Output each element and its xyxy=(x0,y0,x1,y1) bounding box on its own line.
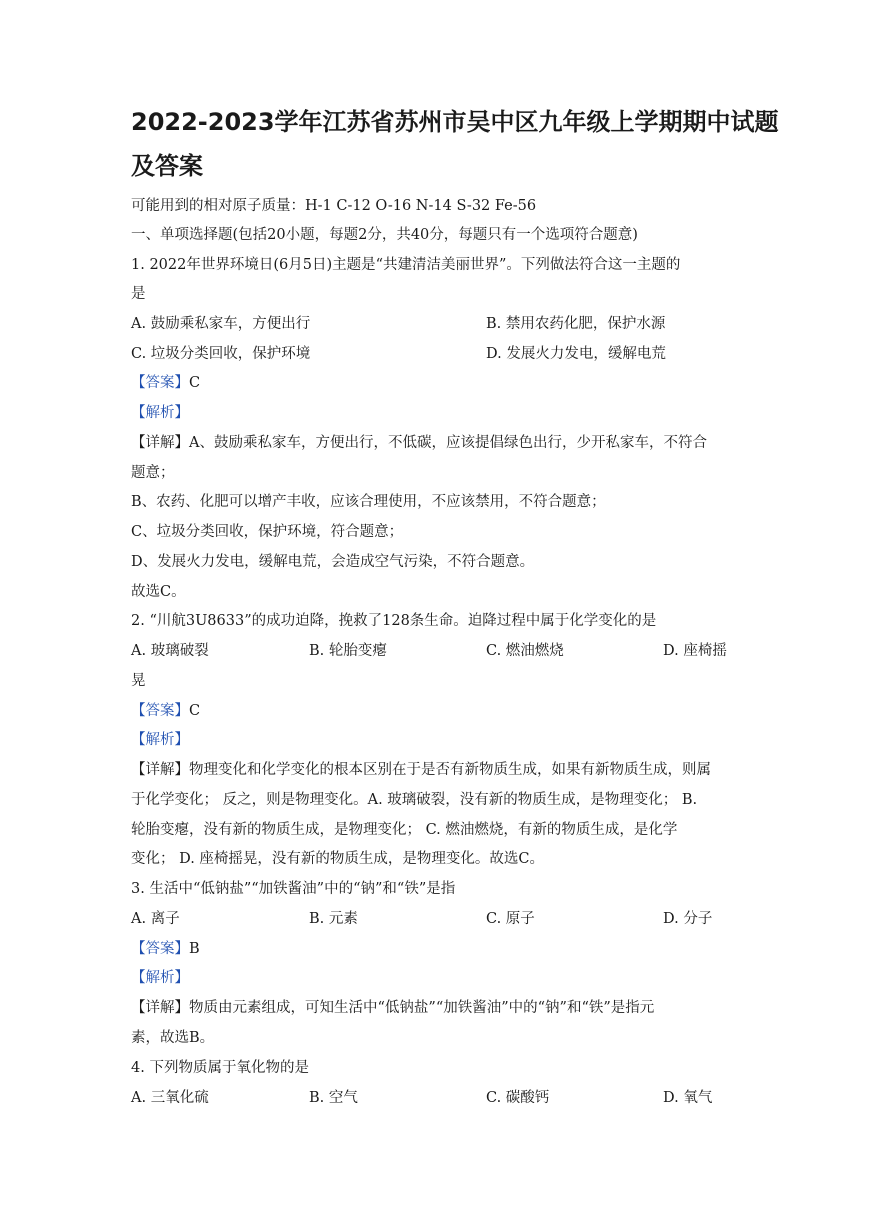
q3-detail-text: 物质由元素组成，可知生活中“低钠盐”“加铁酱油”中的“钠”和“铁”是指元 xyxy=(189,1000,655,1016)
answer-tag: 【答案】 xyxy=(131,703,189,719)
analysis-tag: 【解析】 xyxy=(131,405,189,421)
page-title-continued: 及答案 xyxy=(131,152,203,180)
q3-option-b: B. 元素 xyxy=(309,911,358,927)
q1-detail-line: 故选C。 xyxy=(131,584,186,600)
detail-tag: 【详解】 xyxy=(131,762,189,778)
q1-option-b: B. 禁用农药化肥，保护水源 xyxy=(486,316,666,332)
q2-detail-line: 于化学变化； 反之，则是物理变化。A. 玻璃破裂，没有新的物质生成，是物理变化； B. xyxy=(131,792,698,808)
q2-answer-value: C xyxy=(189,703,201,719)
q1-detail-line: B、农药、化肥可以增产丰收，应该合理使用，不应该禁用，不符合题意； xyxy=(131,494,606,510)
q4-option-c: C. 碳酸钙 xyxy=(486,1090,550,1106)
q1-analysis xyxy=(131,403,771,423)
q2-detail-line: 变化； D. 座椅摇晃，没有新的物质生成，是物理变化。故选C。 xyxy=(131,851,545,867)
page-title: 2022-2023学年江苏省苏州市吴中区九年级上学期期中试题 xyxy=(131,108,779,136)
q2-detail-text: 物理变化和化学变化的根本区别在于是否有新物质生成，如果有新物质生成，则属 xyxy=(189,762,711,778)
q1-detail-line: D、发展火力发电，缓解电荒，会造成空气污染，不符合题意。 xyxy=(131,554,535,570)
atomic-masses: 可能用到的相对原子质量：H-1 C-12 O-16 N-14 S-32 Fe-56 xyxy=(131,198,537,214)
q2-detail-line: 轮胎变瘪，没有新的物质生成，是物理变化； C. 燃油燃烧，有新的物质生成，是化学 xyxy=(131,822,678,838)
q1-option-c: C. 垃圾分类回收，保护环境 xyxy=(131,346,311,362)
q3-option-c: C. 原子 xyxy=(486,911,535,927)
section-heading: 一、单项选择题(包括20小题，每题2分，共40分，每题只有一个选项符合题意) xyxy=(131,227,638,243)
q1-detail-text: A、鼓励乘私家车，方便出行，不低碳，应该提倡绿色出行，少开私家车，不符合 xyxy=(189,435,707,451)
q3-detail-line: 素，故选B。 xyxy=(131,1030,215,1046)
q4-stem: 4. 下列物质属于氧化物的是 xyxy=(131,1060,309,1076)
q1-detail-line: 题意； xyxy=(131,465,175,481)
q2-option-b: B. 轮胎变瘪 xyxy=(309,643,387,659)
analysis-tag: 【解析】 xyxy=(131,970,189,986)
q1-answer xyxy=(131,373,771,393)
q4-option-d: D. 氧气 xyxy=(663,1090,713,1106)
q1-stem: 1. 2022年世界环境日(6月5日)主题是“共建清洁美丽世界”。下列做法符合这一主题的 xyxy=(131,257,681,273)
q4-option-a: A. 三氧化硫 xyxy=(131,1090,209,1106)
q2-option-a: A. 玻璃破裂 xyxy=(131,643,209,659)
q3-detail-line xyxy=(131,998,771,1018)
q1-option-a: A. 鼓励乘私家车，方便出行 xyxy=(131,316,311,332)
q3-answer-value: B xyxy=(189,941,200,957)
q3-analysis xyxy=(131,968,771,988)
answer-tag: 【答案】 xyxy=(131,941,189,957)
q2-detail-line xyxy=(131,760,771,780)
q3-option-a: A. 离子 xyxy=(131,911,180,927)
q3-option-d: D. 分子 xyxy=(663,911,713,927)
q4-option-b: B. 空气 xyxy=(309,1090,358,1106)
q1-stem-continued: 是 xyxy=(131,286,146,302)
q1-answer-value: C xyxy=(189,375,201,391)
q2-answer xyxy=(131,701,771,721)
q2-option-d: D. 座椅摇 xyxy=(663,643,727,659)
q1-detail-line xyxy=(131,433,771,453)
q2-option-c: C. 燃油燃烧 xyxy=(486,643,564,659)
q1-detail-line: C、垃圾分类回收，保护环境，符合题意； xyxy=(131,524,404,540)
q1-option-d: D. 发展火力发电，缓解电荒 xyxy=(486,346,666,362)
q2-stem: 2. “川航3U8633”的成功迫降，挽救了128条生命。迫降过程中属于化学变化的是 xyxy=(131,613,657,629)
q3-stem: 3. 生活中“低钠盐”“加铁酱油”中的“钠”和“铁”是指 xyxy=(131,881,456,897)
q3-answer xyxy=(131,939,771,959)
q2-analysis xyxy=(131,730,771,750)
q2-option-wrap: 晃 xyxy=(131,673,146,689)
detail-tag: 【详解】 xyxy=(131,435,189,451)
detail-tag: 【详解】 xyxy=(131,1000,189,1016)
analysis-tag: 【解析】 xyxy=(131,732,189,748)
answer-tag: 【答案】 xyxy=(131,375,189,391)
